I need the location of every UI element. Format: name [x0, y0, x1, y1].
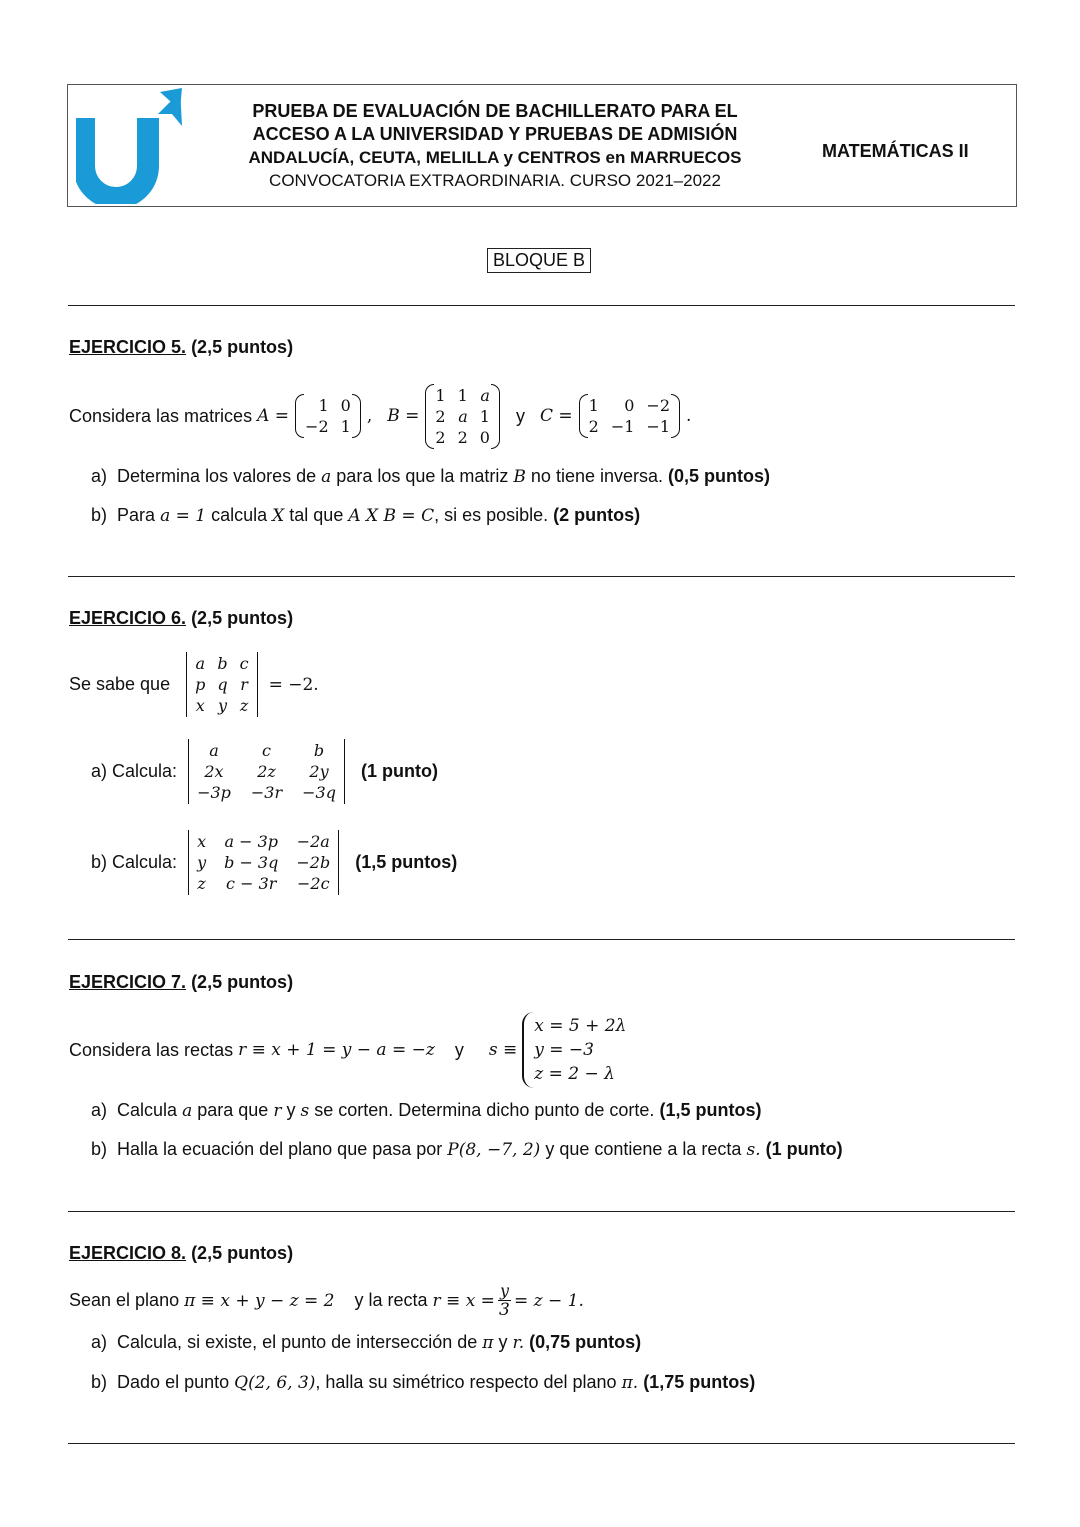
exercise-8-part-a: a) Calcula, si existe, el punto de intersección de π y r. (0,75 puntos): [91, 1332, 642, 1353]
subject: MATEMÁTICAS II: [822, 141, 969, 161]
exercise-7-part-a: a) Calcula a para que r y s se corten. Determina dicho punto de corte. (1,5 puntos): [91, 1100, 762, 1121]
matrix-cell: 0: [479, 427, 490, 447]
exercise-8-statement: Sean el plano π ≡ x + y − z = 2 y la recta r ≡ x = $\frac{y}{3}$ = z − 1.: [69, 1281, 584, 1320]
divider: [68, 576, 1015, 577]
matrix-cell: a: [195, 654, 205, 673]
matrix-cell: c − 3r: [226, 874, 277, 893]
matrix-cell: y: [197, 853, 207, 872]
matrix-cell: 2: [435, 406, 446, 426]
fraction: $\frac{y}{3}$: [499, 1281, 510, 1320]
matrix-cell: 2: [457, 427, 468, 447]
matrix-a: [295, 394, 361, 438]
exercise-8-title: EJERCICIO 8. (2,5 puntos): [69, 1243, 294, 1263]
matrix-cell: −3r: [250, 783, 283, 802]
exercise-6-title: EJERCICIO 6. (2,5 puntos): [69, 608, 294, 628]
matrix-cell: a: [209, 741, 219, 760]
matrix-cell: −1: [610, 417, 635, 436]
exercise-5-title: EJERCICIO 5. (2,5 puntos): [69, 337, 294, 357]
matrix-cell: a − 3p: [224, 832, 278, 851]
exercise-8-part-b: b) Dado el punto Q(2, 6, 3), halla su simétrico respecto del plano π. (1,75 puntos): [91, 1372, 756, 1393]
determinant-b: [188, 830, 339, 895]
exercise-5-part-b: b) Para a = 1 calcula X tal que A X B = C, si es posible. (2 puntos): [91, 505, 641, 526]
header-line: ANDALUCÍA, CEUTA, MELILLA y CENTROS en MARRUECOS: [248, 148, 742, 167]
matrix-cell: −2c: [297, 874, 330, 893]
matrix-cell: a: [458, 406, 468, 426]
header-line: CONVOCATORIA EXTRAORDINARIA. CURSO 2021–2022: [269, 171, 721, 190]
matrix-cell: r: [240, 675, 248, 694]
matrix-cell: p: [195, 675, 206, 694]
matrix-cell: z: [239, 696, 249, 715]
matrix-cell: y: [217, 696, 227, 715]
bloque-label: BLOQUE B: [487, 248, 591, 273]
header-title: [180, 100, 810, 192]
matrix-cell: 0: [340, 396, 351, 415]
exercise-6-part-b: b) Calcula: x a − 3p −2a y b − 3q −2b z c − 3r −2c (1,5 puntos): [91, 832, 458, 893]
matrix-cell: 1: [435, 385, 446, 405]
exercise-6-statement: Se sabe que a b c p q r x y z = −2.: [69, 654, 319, 715]
system-s: x = 5 + 2λ y = −3 z = 2 − λ: [522, 1012, 636, 1088]
matrix-cell: b: [313, 741, 325, 760]
matrix-cell: 2x: [204, 762, 224, 781]
matrix-cell: 1: [588, 396, 599, 415]
matrix-cell: 0: [624, 396, 635, 415]
matrix-cell: 1: [340, 417, 351, 436]
divider: [68, 1211, 1015, 1212]
matrix-cell: b − 3q: [224, 853, 279, 872]
matrix-cell: c: [262, 741, 271, 760]
matrix-cell: b: [217, 654, 228, 673]
university-logo: [76, 86, 186, 204]
matrix-cell: 1: [457, 385, 468, 405]
matrix-cell: −2: [646, 396, 670, 415]
divider: [68, 305, 1015, 306]
determinant: [186, 652, 257, 717]
matrix-cell: −2a: [296, 832, 330, 851]
matrix-cell: 2: [588, 417, 599, 436]
matrix-cell: 2y: [309, 762, 329, 781]
divider: [68, 939, 1015, 940]
determinant-a: [188, 739, 345, 804]
matrix-cell: q: [217, 675, 228, 694]
exercise-7-part-b: b) Halla la ecuación del plano que pasa por P(8, −7, 2) y que contiene a la recta s. (1 punto): [91, 1139, 843, 1160]
matrix-cell: −2: [305, 417, 329, 436]
matrix-b: [425, 384, 500, 449]
matrix-cell: 1: [318, 396, 329, 415]
matrix-cell: −3q: [302, 783, 336, 802]
exercise-6-part-a: a) Calcula: a c b 2x 2z 2y −3p −3r −3q (1 punto): [91, 741, 438, 802]
exercise-5-statement: Considera las matrices A = 1 0 −2 1 , B = 1 1 a 2 a 1 2 2 0 y C = 1 0 −2 2 −1 −1 .: [69, 385, 692, 447]
matrix-cell: −1: [646, 417, 670, 436]
exercise-7-title: EJERCICIO 7. (2,5 puntos): [69, 972, 294, 992]
matrix-cell: 1: [479, 406, 490, 426]
matrix-cell: 2z: [257, 762, 276, 781]
header-line: PRUEBA DE EVALUACIÓN DE BACHILLERATO PARA EL: [252, 101, 738, 121]
matrix-cell: −3p: [197, 783, 231, 802]
matrix-cell: 2: [435, 427, 446, 447]
matrix-cell: −2b: [296, 853, 331, 872]
matrix-cell: x: [195, 696, 205, 715]
header-line: ACCESO A LA UNIVERSIDAD Y PRUEBAS DE ADMISIÓN: [252, 124, 738, 144]
matrix-c: [579, 394, 680, 438]
matrix-cell: z: [197, 874, 206, 893]
matrix-cell: x: [197, 832, 207, 851]
matrix-cell: c: [239, 654, 249, 673]
matrix-cell: a: [480, 385, 490, 405]
exercise-7-statement: Considera las rectas r ≡ x + 1 = y − a = −z y s ≡ x = 5 + 2λ y = −3 z = 2 − λ: [69, 1012, 636, 1088]
exercise-5-part-a: a) Determina los valores de a para los que la matriz B no tiene inversa. (0,5 puntos): [91, 466, 771, 487]
divider: [68, 1443, 1015, 1444]
